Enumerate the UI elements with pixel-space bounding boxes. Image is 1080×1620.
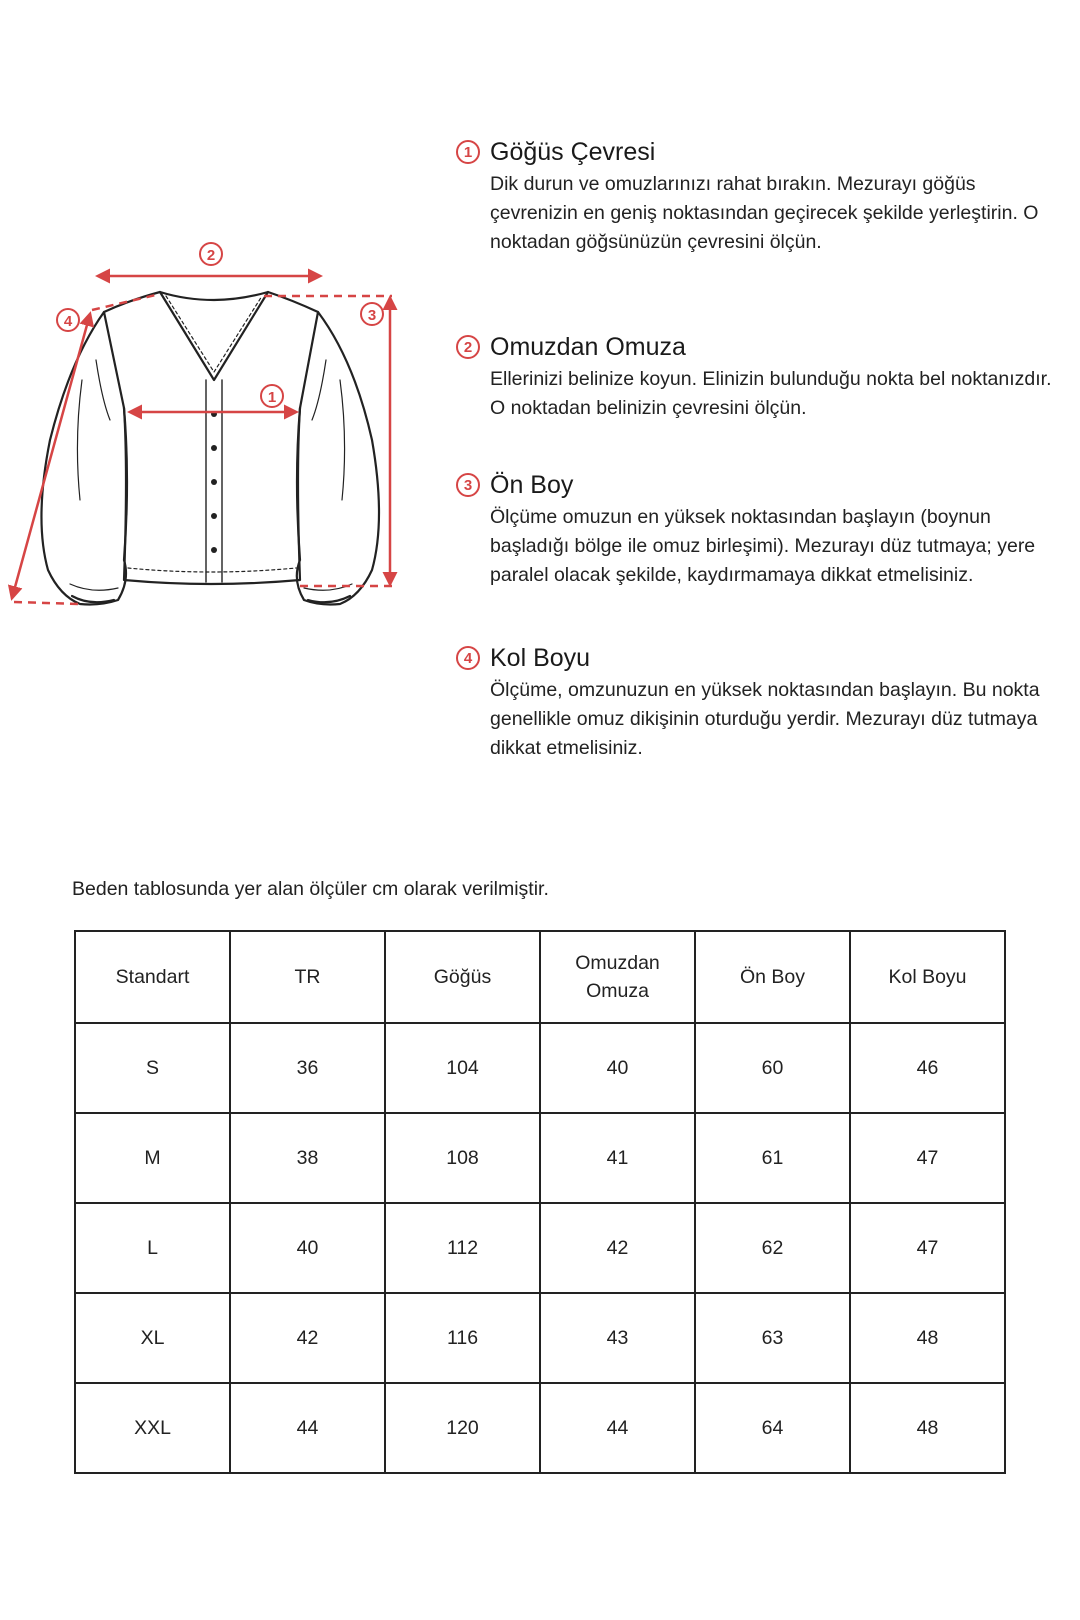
instruction-shoulder <box>456 331 1056 423</box>
table-row <box>75 1113 1005 1203</box>
column-header: Standart <box>75 931 230 1023</box>
marker-3 <box>361 303 383 325</box>
table-row <box>75 1383 1005 1473</box>
marker-1 <box>261 385 283 407</box>
instruction-sleeve-length <box>456 642 1056 763</box>
measure-line-4 <box>12 314 90 598</box>
marker-2 <box>200 243 222 265</box>
instruction-title: Göğüs Çevresi <box>490 138 656 166</box>
garment-illustration <box>0 240 420 640</box>
table-cell: 61 <box>695 1113 850 1203</box>
instruction-text: Ölçüme, omzunuzun en yüksek noktasından başlayın. Bu nokta genellikle omuz dikişinin oturduğu yerdir. Mezurayı düz tutmaya dikkat etmelisiniz. <box>490 679 1040 759</box>
number-badge: 4 <box>456 646 480 670</box>
instruction-text: Dik durun ve omuzlarınızı rahat bırakın. Mezurayı göğüs çevrenizin en geniş noktasından geçirecek şekilde yerleştirin. O noktadan göğsünüzün çevresini ölçün. <box>490 173 1039 253</box>
column-header: TR <box>230 931 385 1023</box>
table-cell: L <box>75 1203 230 1293</box>
instruction-text: Ölçüme omuzun en yüksek noktasından başlayın (boynun başladığı bölge ile omuz birleşimi). Mezurayı düz tutmaya; yere paralel olacak şekilde, kaydırmamaya dikkat etmelisiniz. <box>490 506 1036 586</box>
table-cell: 41 <box>540 1113 695 1203</box>
column-header: Omuzdan Omuza <box>540 931 695 1023</box>
table-cell: 108 <box>385 1113 540 1203</box>
column-header: Göğüs <box>385 931 540 1023</box>
number-badge: 3 <box>456 473 480 497</box>
instruction-text: Ellerinizi belinize koyun. Elinizin bulunduğu nokta bel noktanızdır. O noktadan belinizin çevresini ölçün. <box>490 368 1052 419</box>
instruction-front-length <box>456 469 1056 590</box>
table-cell: M <box>75 1113 230 1203</box>
instruction-title: Kol Boyu <box>490 644 591 672</box>
table-cell: 62 <box>695 1203 850 1293</box>
table-row <box>75 1293 1005 1383</box>
number-badge: 1 <box>456 140 480 164</box>
table-cell: 38 <box>230 1113 385 1203</box>
table-cell: 60 <box>695 1023 850 1113</box>
table-cell: 40 <box>230 1203 385 1293</box>
table-cell: XL <box>75 1293 230 1383</box>
instruction-title: Ön Boy <box>490 471 574 499</box>
table-cell: 44 <box>230 1383 385 1473</box>
column-header: Ön Boy <box>695 931 850 1023</box>
size-table-note: Beden tablosunda yer alan ölçüler cm olarak verilmiştir. <box>72 878 549 900</box>
table-cell: 47 <box>850 1113 1005 1203</box>
instruction-chest <box>456 136 1056 257</box>
table-cell: 116 <box>385 1293 540 1383</box>
table-header-row <box>75 931 1005 1023</box>
table-cell: 43 <box>540 1293 695 1383</box>
table-cell: 63 <box>695 1293 850 1383</box>
number-badge: 2 <box>456 335 480 359</box>
table-cell: 48 <box>850 1293 1005 1383</box>
table-row <box>75 1023 1005 1113</box>
table-cell: 42 <box>540 1203 695 1293</box>
marker-4 <box>57 309 79 331</box>
table-row <box>75 1203 1005 1293</box>
table-cell: 44 <box>540 1383 695 1473</box>
table-cell: 64 <box>695 1383 850 1473</box>
table-cell: 36 <box>230 1023 385 1113</box>
table-cell: 120 <box>385 1383 540 1473</box>
table-cell: 40 <box>540 1023 695 1113</box>
size-table <box>74 930 1006 1474</box>
table-cell: 42 <box>230 1293 385 1383</box>
table-cell: S <box>75 1023 230 1113</box>
table-cell: 112 <box>385 1203 540 1293</box>
svg-text:4: 4 <box>63 313 73 330</box>
blouse-drawing <box>41 292 379 605</box>
table-cell: 46 <box>850 1023 1005 1113</box>
svg-text:1: 1 <box>267 389 277 406</box>
table-cell: 48 <box>850 1383 1005 1473</box>
table-cell: 104 <box>385 1023 540 1113</box>
table-cell: 47 <box>850 1203 1005 1293</box>
instruction-title: Omuzdan Omuza <box>490 333 686 361</box>
column-header: Kol Boyu <box>850 931 1005 1023</box>
svg-text:2: 2 <box>206 247 216 264</box>
table-cell: XXL <box>75 1383 230 1473</box>
button-dots <box>211 411 217 553</box>
svg-text:3: 3 <box>367 307 377 324</box>
